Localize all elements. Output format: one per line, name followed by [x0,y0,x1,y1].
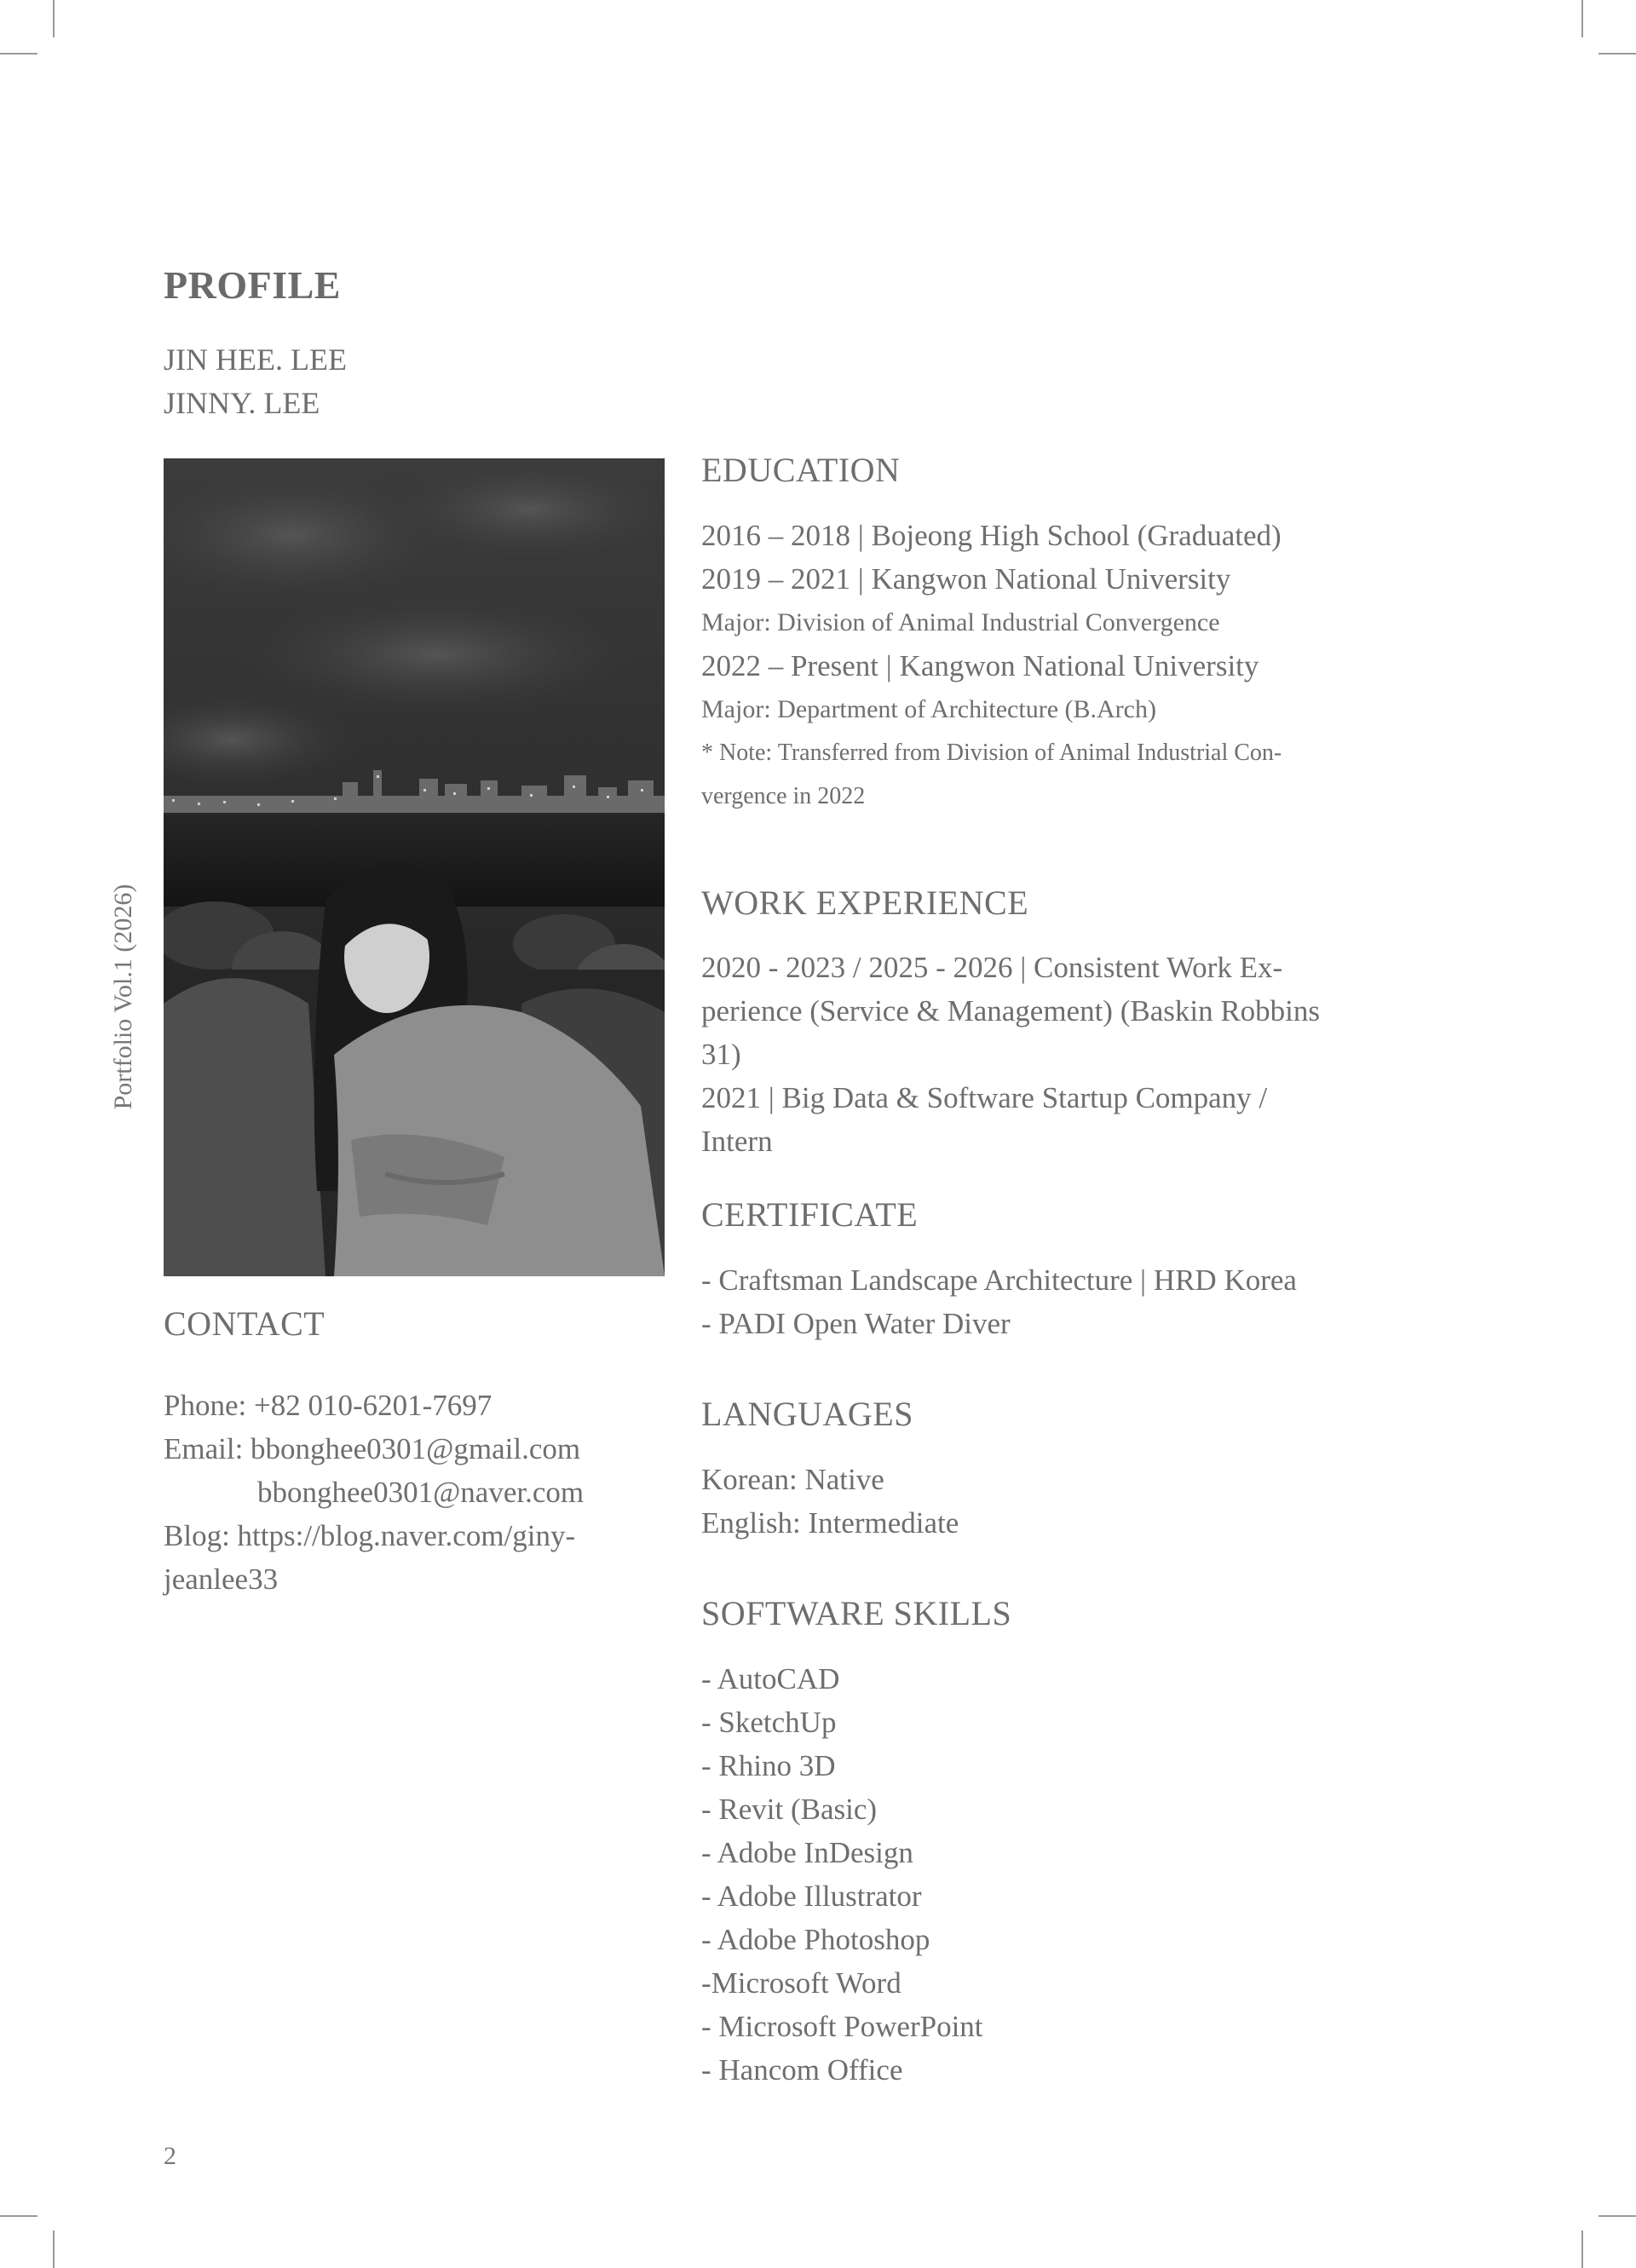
crop-mark [1581,0,1583,37]
profile-names [164,338,347,425]
software-item: - Rhino 3D [701,1749,836,1782]
contact-blog: Blog: https://blog.naver.com/giny- [164,1519,576,1552]
contact-heading: CONTACT [164,1304,325,1343]
software-item: - Revit (Basic) [701,1793,878,1826]
software-item: - AutoCAD [701,1662,840,1695]
contact-blog-cont: jeanlee33 [164,1563,279,1596]
software-list [701,1657,1400,2092]
contact-email-2: bbonghee0301@naver.com [257,1476,585,1509]
software-item: -Microsoft Word [701,1966,902,2000]
work-item-cont: perience (Service & Management) (Baskin Robbins [701,994,1321,1028]
name-primary: JIN HEE. LEE [164,343,347,377]
education-major: Major: Department of Architecture (B.Arch) [701,695,1156,723]
education-item: 2016 – 2018 | Bojeong High School (Graduated) [701,519,1282,552]
certificate-item: - PADI Open Water Diver [701,1307,1011,1340]
education-item: 2022 – Present | Kangwon National University [701,649,1259,682]
work-list [701,946,1400,1163]
education-major: Major: Division of Animal Industrial Convergence [701,608,1220,636]
education-item: 2019 – 2021 | Kangwon National University [701,562,1231,596]
contact-details [164,1384,675,1601]
work-item-cont: 31) [701,1038,741,1071]
languages-heading: LANGUAGES [701,1395,913,1433]
crop-mark [0,53,37,55]
software-item: - Adobe InDesign [701,1836,913,1869]
side-label-text: Portfolio Vol.1 (2026) [109,884,137,1110]
language-item: Korean: Native [701,1463,884,1496]
profile-photo [164,458,665,1276]
work-heading: WORK EXPERIENCE [701,884,1029,922]
crop-mark [1581,2231,1583,2268]
contact-phone: Phone: +82 010-6201-7697 [164,1389,493,1422]
crop-mark [1599,2215,1636,2217]
education-heading: EDUCATION [701,451,901,489]
crop-mark [53,2231,55,2268]
crop-mark [1599,53,1636,55]
crop-mark [53,0,55,37]
language-item: English: Intermediate [701,1506,959,1540]
crop-mark [0,2215,37,2217]
work-item: 2021 | Big Data & Software Startup Company / [701,1081,1268,1114]
languages-list [701,1458,1400,1545]
software-item: - Hancom Office [701,2053,903,2087]
education-note: * Note: Transferred from Division of Animal Industrial Con- [701,740,1282,766]
certificate-item: - Craftsman Landscape Architecture | HRD Korea [701,1264,1297,1297]
certificate-list [701,1258,1400,1345]
work-item-cont: Intern [701,1125,773,1158]
software-heading: SOFTWARE SKILLS [701,1594,1012,1632]
software-item: - Adobe Illustrator [701,1879,922,1913]
contact-email: Email: bbonghee0301@gmail.com [164,1432,581,1465]
software-item: - SketchUp [701,1706,837,1739]
software-item: - Adobe Photoshop [701,1923,930,1956]
name-alias: JINNY. LEE [164,386,320,420]
page-number: 2 [164,2142,176,2170]
work-item: 2020 - 2023 / 2025 - 2026 | Consistent Work Ex- [701,951,1283,984]
education-note-cont: vergence in 2022 [701,783,866,809]
page-title: PROFILE [164,263,341,307]
software-item: - Microsoft PowerPoint [701,2010,983,2043]
education-list [701,514,1400,818]
certificate-heading: CERTIFICATE [701,1195,919,1234]
